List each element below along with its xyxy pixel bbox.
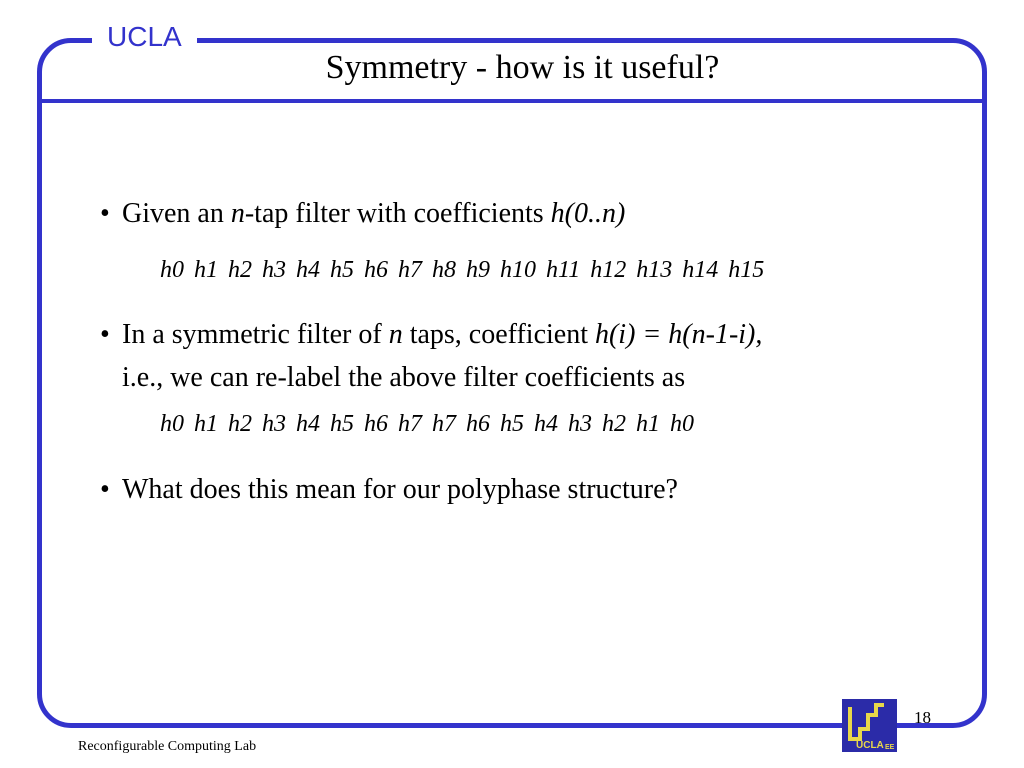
coefficient-list-symmetric: h0 h1 h2 h3 h4 h5 h6 h7 h7 h6 h5 h4 h3 h2 h1 h0	[160, 411, 694, 437]
page-number: 18	[914, 708, 931, 727]
bullet-marker: •	[100, 198, 110, 229]
bullet-3-text: What does this mean for our polyphase structure?	[122, 474, 678, 505]
bullet-marker: •	[100, 474, 110, 505]
bullet-marker: •	[100, 319, 110, 350]
bullet-2-text-a: In a symmetric filter of	[122, 319, 389, 350]
bullet-2-line-2: i.e., we can re-label the above filter coefficients as	[122, 362, 686, 393]
bullet-2-text-n: n	[388, 319, 403, 350]
ucla-header-label: UCLA	[92, 20, 197, 54]
bullet-1-text-n: n	[230, 198, 245, 229]
logo-subtext: EE	[885, 744, 895, 751]
bullet-1	[100, 197, 626, 231]
bullet-2-text-h: h(i) = h(n-1-i),	[594, 319, 763, 350]
coefficient-list-original: h0 h1 h2 h3 h4 h5 h6 h7 h8 h9 h10 h11 h12 h13 h14 h15	[160, 257, 765, 283]
bullet-2	[100, 318, 763, 352]
bullet-3	[100, 473, 678, 507]
slide-title: Symmetry - how is it useful?	[325, 49, 720, 86]
ucla-ee-logo	[842, 699, 897, 752]
ucla-ee-logo-icon	[842, 699, 897, 752]
bullet-2-text-b: taps, coefficient	[402, 319, 595, 350]
title-divider	[37, 99, 987, 103]
bullet-1-text-a: Given an	[122, 198, 231, 229]
footer-lab-name: Reconfigurable Computing Lab	[78, 739, 257, 754]
logo-text: UCLA	[856, 740, 884, 751]
bullet-1-text-b: -tap filter with coefficients	[244, 198, 551, 229]
bullet-1-text-h: h(0..n)	[550, 198, 626, 229]
